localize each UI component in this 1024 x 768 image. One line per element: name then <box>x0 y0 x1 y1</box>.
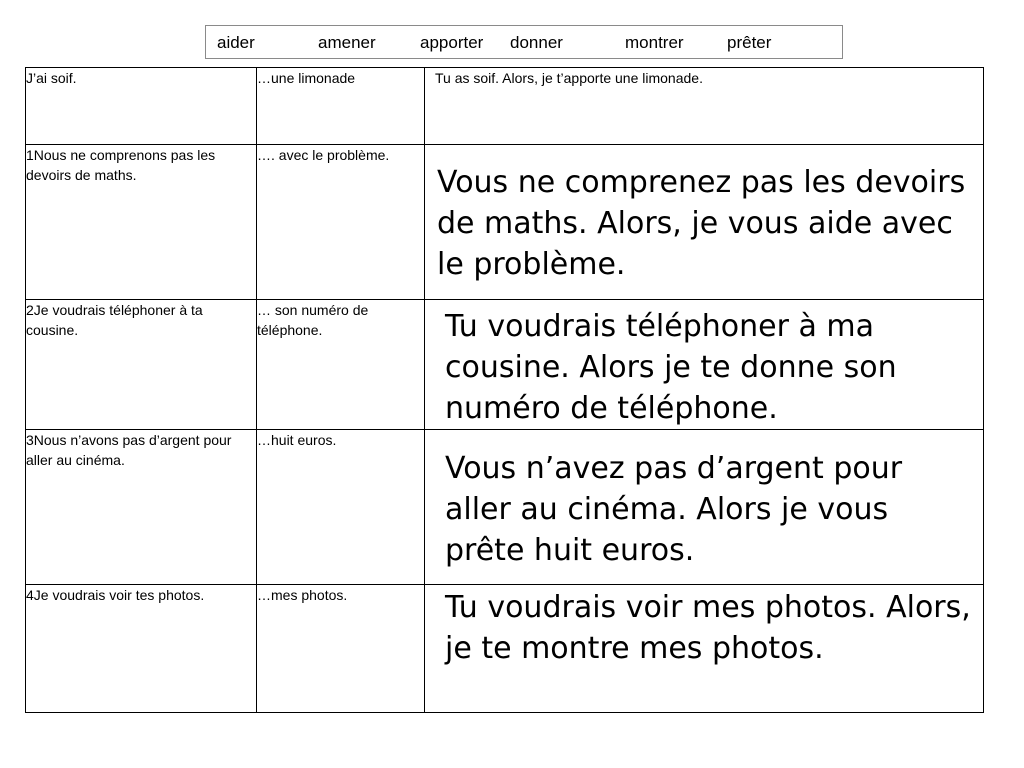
table-row <box>26 145 984 300</box>
prompt-cell: J’ai soif. <box>26 68 257 145</box>
prompt-cell: 2Je voudrais téléphoner à ta cousine. <box>26 300 257 430</box>
word-bank-item: apporter <box>420 33 484 52</box>
word-bank-item: donner <box>510 33 563 52</box>
word-bank-item: amener <box>318 33 376 52</box>
cue-cell: …. avec le problème. <box>257 145 425 300</box>
word-bank-item: aider <box>217 33 255 52</box>
exercise-table <box>25 67 984 713</box>
cue-cell: …une limonade <box>257 68 425 145</box>
prompt-cell: 4Je voudrais voir tes photos. <box>26 585 257 713</box>
example-row <box>26 68 984 145</box>
word-bank-item: prêter <box>727 33 772 52</box>
prompt-cell: 3Nous n’avons pas d’argent pour aller au cinéma. <box>26 430 257 585</box>
cue-cell: … son numéro de téléphone. <box>257 300 425 430</box>
table-row <box>26 430 984 585</box>
table-row <box>26 300 984 430</box>
word-bank-item: montrer <box>625 33 684 52</box>
cue-cell: …huit euros. <box>257 430 425 585</box>
cue-cell: …mes photos. <box>257 585 425 713</box>
answer-cell: Vous ne comprenez pas les devoirs de maths. Alors, je vous aide avec le problème. <box>425 145 984 300</box>
answer-cell: Vous n’avez pas d’argent pour aller au cinéma. Alors je vous prête huit euros. <box>425 430 984 585</box>
prompt-cell: 1Nous ne comprenons pas les devoirs de maths. <box>26 145 257 300</box>
answer-cell: Tu voudrais téléphoner à ma cousine. Alors je te donne son numéro de téléphone. <box>425 300 984 430</box>
answer-cell: Tu voudrais voir mes photos. Alors, je te montre mes photos. <box>425 585 984 713</box>
answer-cell: Tu as soif. Alors, je t’apporte une limonade. <box>425 68 984 145</box>
verb-word-bank <box>205 25 843 59</box>
table-row <box>26 585 984 713</box>
